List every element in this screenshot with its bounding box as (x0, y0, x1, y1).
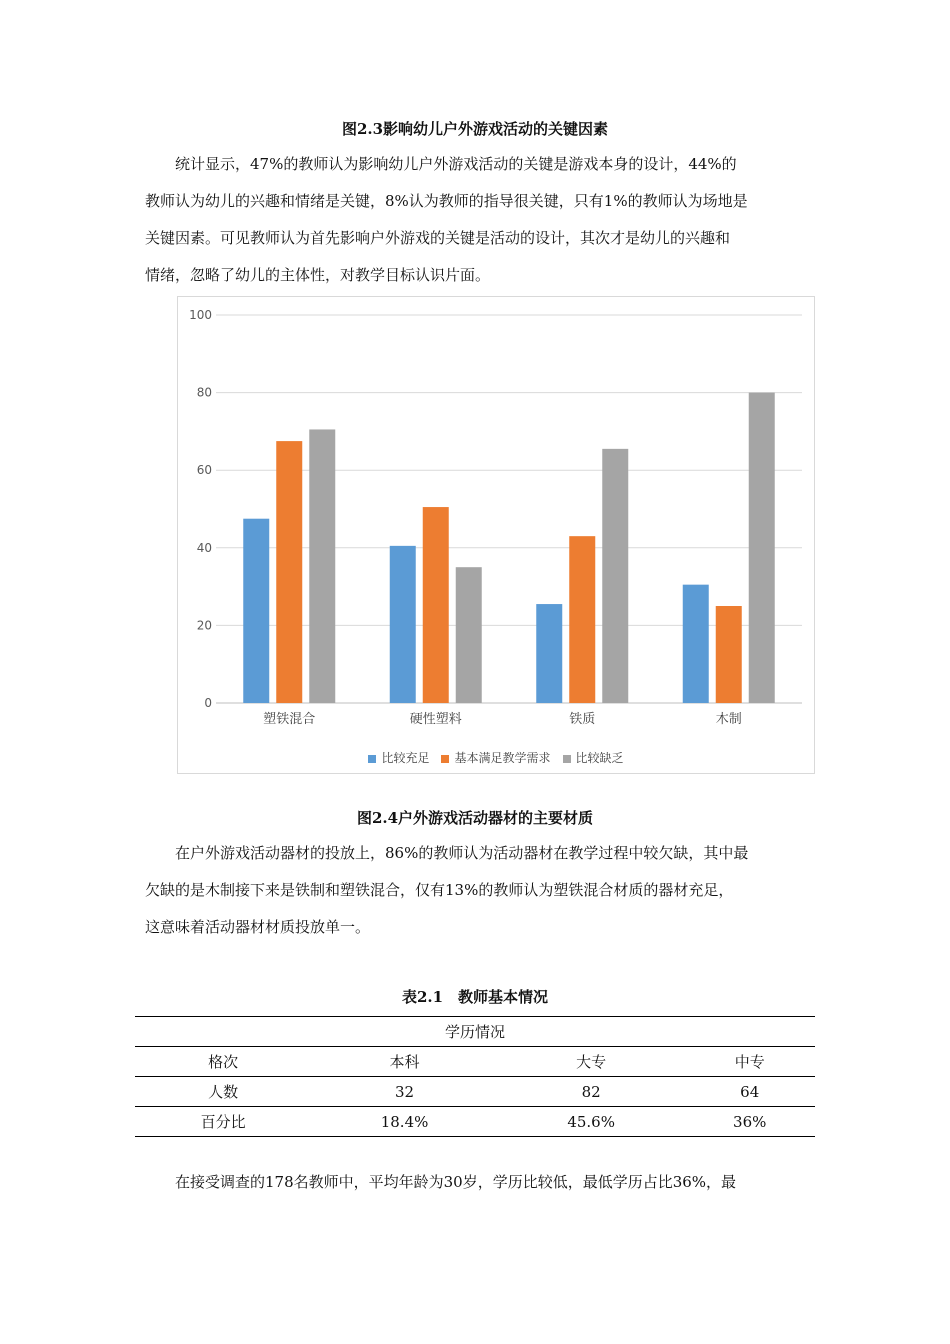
paragraph-2-line: 这意味着活动器材材质投放单一。 (145, 918, 371, 936)
bar (456, 567, 482, 703)
paragraph-1-line: 关键因素。可见教师认为首先影响户外游戏的关键是活动的设计，其次才是幼儿的兴趣和 (145, 229, 731, 247)
bar (749, 393, 775, 703)
y-tick-label: 100 (189, 308, 212, 322)
x-tick-label: 硬性塑料 (409, 712, 462, 727)
paragraph-1-line: 统计显示，47%的教师认为影响幼儿户外游戏活动的关键是游戏本身的设计，44%的 (175, 155, 737, 173)
paragraph-2-line: 欠缺的是木制接下来是铁制和塑铁混合，仅有13%的教师认为塑铁混合材质的器材充足， (145, 881, 734, 899)
table-row (135, 1107, 815, 1137)
legend-label: 基本满足教学需求 (454, 751, 551, 765)
legend-item (563, 749, 624, 766)
paragraph-1-line: 教师认为幼儿的兴趣和情绪是关键，8%认为教师的指导很关键，只有1%的教师认为场地是 (145, 192, 748, 210)
paragraph-3 (145, 1164, 815, 1201)
paragraph-1-line: 情绪，忽略了幼儿的主体性，对教学目标认识片面。 (145, 266, 491, 284)
table-group-header: 学历情况 (135, 1017, 815, 1047)
table-header-cell: 本科 (311, 1047, 498, 1077)
legend-swatch (368, 755, 376, 763)
y-tick-label: 40 (196, 540, 212, 555)
bar (309, 429, 335, 703)
legend-label: 比较缺乏 (575, 751, 624, 765)
teacher-info-table (135, 1016, 815, 1137)
bar (536, 604, 562, 703)
bar (716, 606, 742, 703)
x-tick-label: 木制 (715, 712, 742, 727)
table-header-cell: 中专 (684, 1047, 815, 1077)
paragraph-1 (145, 146, 815, 294)
bar (243, 519, 269, 703)
table-group-header-row (135, 1017, 815, 1047)
bar (683, 585, 709, 703)
legend-item (441, 749, 550, 766)
bar (390, 546, 416, 703)
bar-chart (177, 296, 815, 774)
table-cell: 百分比 (135, 1107, 311, 1137)
bar (602, 449, 628, 703)
table-cell: 18.4% (311, 1107, 498, 1137)
table-header-cell: 格次 (135, 1047, 311, 1077)
bar-chart-plot (178, 297, 814, 773)
table-cell: 人数 (135, 1077, 311, 1107)
y-tick-label: 60 (196, 463, 212, 478)
table-cell: 64 (684, 1077, 815, 1107)
x-tick-label: 塑铁混合 (263, 712, 316, 727)
paragraph-2-line: 在户外游戏活动器材的投放上，86%的教师认为活动器材在教学过程中较欠缺，其中最 (175, 844, 749, 862)
bar (423, 507, 449, 703)
legend-swatch (441, 755, 449, 763)
legend-label: 比较充足 (381, 751, 430, 765)
table-cell: 32 (311, 1077, 498, 1107)
table-cell: 82 (498, 1077, 685, 1107)
table-caption: 表2.1 教师基本情况 (401, 988, 549, 1006)
y-tick-label: 0 (204, 696, 212, 710)
paragraph-2 (145, 835, 815, 946)
y-tick-label: 80 (196, 385, 212, 400)
legend-swatch (563, 755, 571, 763)
figure-caption-2-3: 图2.3影响幼儿户外游戏活动的关键因素 (341, 120, 609, 138)
bar (276, 441, 302, 703)
table-cell: 36% (684, 1107, 815, 1137)
paragraph-3-line: 在接受调查的178名教师中，平均年龄为30岁，学历比较低，最低学历占比36%，最 (175, 1173, 737, 1191)
table-header-cell: 大专 (498, 1047, 685, 1077)
table-row (135, 1077, 815, 1107)
table-cell: 45.6% (498, 1107, 685, 1137)
table-header-row (135, 1047, 815, 1077)
x-tick-label: 铁质 (569, 712, 596, 727)
chart-legend (178, 749, 814, 766)
bar (569, 536, 595, 703)
legend-item (368, 749, 429, 766)
y-tick-label: 20 (196, 618, 212, 633)
figure-caption-2-4: 图2.4户外游戏活动器材的主要材质 (356, 809, 594, 827)
